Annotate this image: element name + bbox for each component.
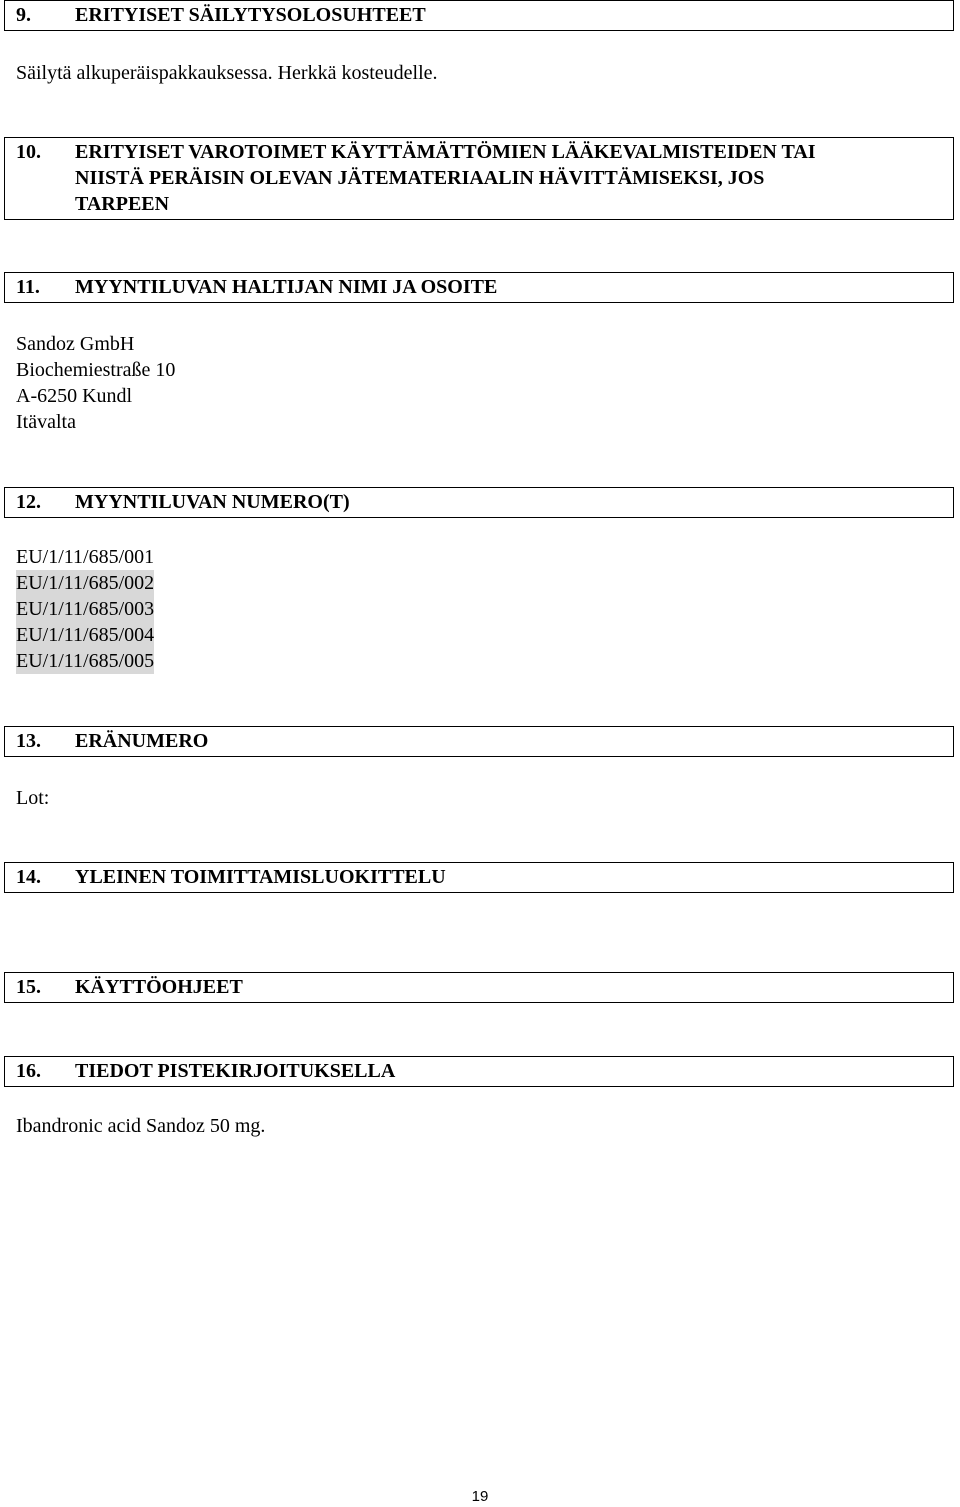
holder-country: Itävalta <box>16 411 76 433</box>
section-title: KÄYTTÖOHJEET <box>75 976 243 998</box>
section-number: 14. <box>16 866 41 888</box>
section-title: ERITYISET SÄILYTYSOLOSUHTEET <box>75 4 426 26</box>
section-title-line: ERITYISET VAROTOIMET KÄYTTÄMÄTTÖMIEN LÄÄKEVALMISTEIDEN TAI <box>75 141 816 163</box>
section-14-header <box>4 862 954 893</box>
authorisation-number: EU/1/11/685/001 <box>16 546 155 568</box>
section-number: 15. <box>16 976 41 998</box>
section-title-line: TARPEEN <box>75 193 170 215</box>
lot-label: Lot: <box>16 787 50 809</box>
holder-city: A-6250 Kundl <box>16 385 133 407</box>
section-9-header <box>4 0 954 31</box>
authorisation-number: EU/1/11/685/005 <box>16 650 155 672</box>
section-number: 10. <box>16 141 41 163</box>
section-title-line: NIISTÄ PERÄISIN OLEVAN JÄTEMATERIAALIN HÄVITTÄMISEKSI, JOS <box>75 167 765 189</box>
holder-street: Biochemiestraße 10 <box>16 359 176 381</box>
storage-text: Säilytä alkuperäispakkauksessa. Herkkä kosteudelle. <box>16 62 438 84</box>
braille-text: Ibandronic acid Sandoz 50 mg. <box>16 1115 266 1137</box>
section-title: ERÄNUMERO <box>75 730 209 752</box>
section-11-header <box>4 272 954 303</box>
authorisation-number: EU/1/11/685/002 <box>16 572 155 594</box>
holder-name: Sandoz GmbH <box>16 333 135 355</box>
page-number: 19 <box>471 1488 489 1505</box>
section-title: YLEINEN TOIMITTAMISLUOKITTELU <box>75 866 446 888</box>
section-number: 12. <box>16 491 41 513</box>
section-title: MYYNTILUVAN HALTIJAN NIMI JA OSOITE <box>75 276 498 298</box>
section-number: 9. <box>16 4 31 26</box>
section-number: 13. <box>16 730 41 752</box>
section-12-header <box>4 487 954 518</box>
section-16-header <box>4 1056 954 1087</box>
section-number: 16. <box>16 1060 41 1082</box>
section-title: TIEDOT PISTEKIRJOITUKSELLA <box>75 1060 396 1082</box>
section-15-header <box>4 972 954 1003</box>
section-10-header <box>4 137 954 220</box>
authorisation-number: EU/1/11/685/004 <box>16 624 155 646</box>
authorisation-number: EU/1/11/685/003 <box>16 598 155 620</box>
section-13-header <box>4 726 954 757</box>
section-number: 11. <box>16 276 40 298</box>
section-title <box>75 139 947 217</box>
section-title: MYYNTILUVAN NUMERO(T) <box>75 491 350 513</box>
